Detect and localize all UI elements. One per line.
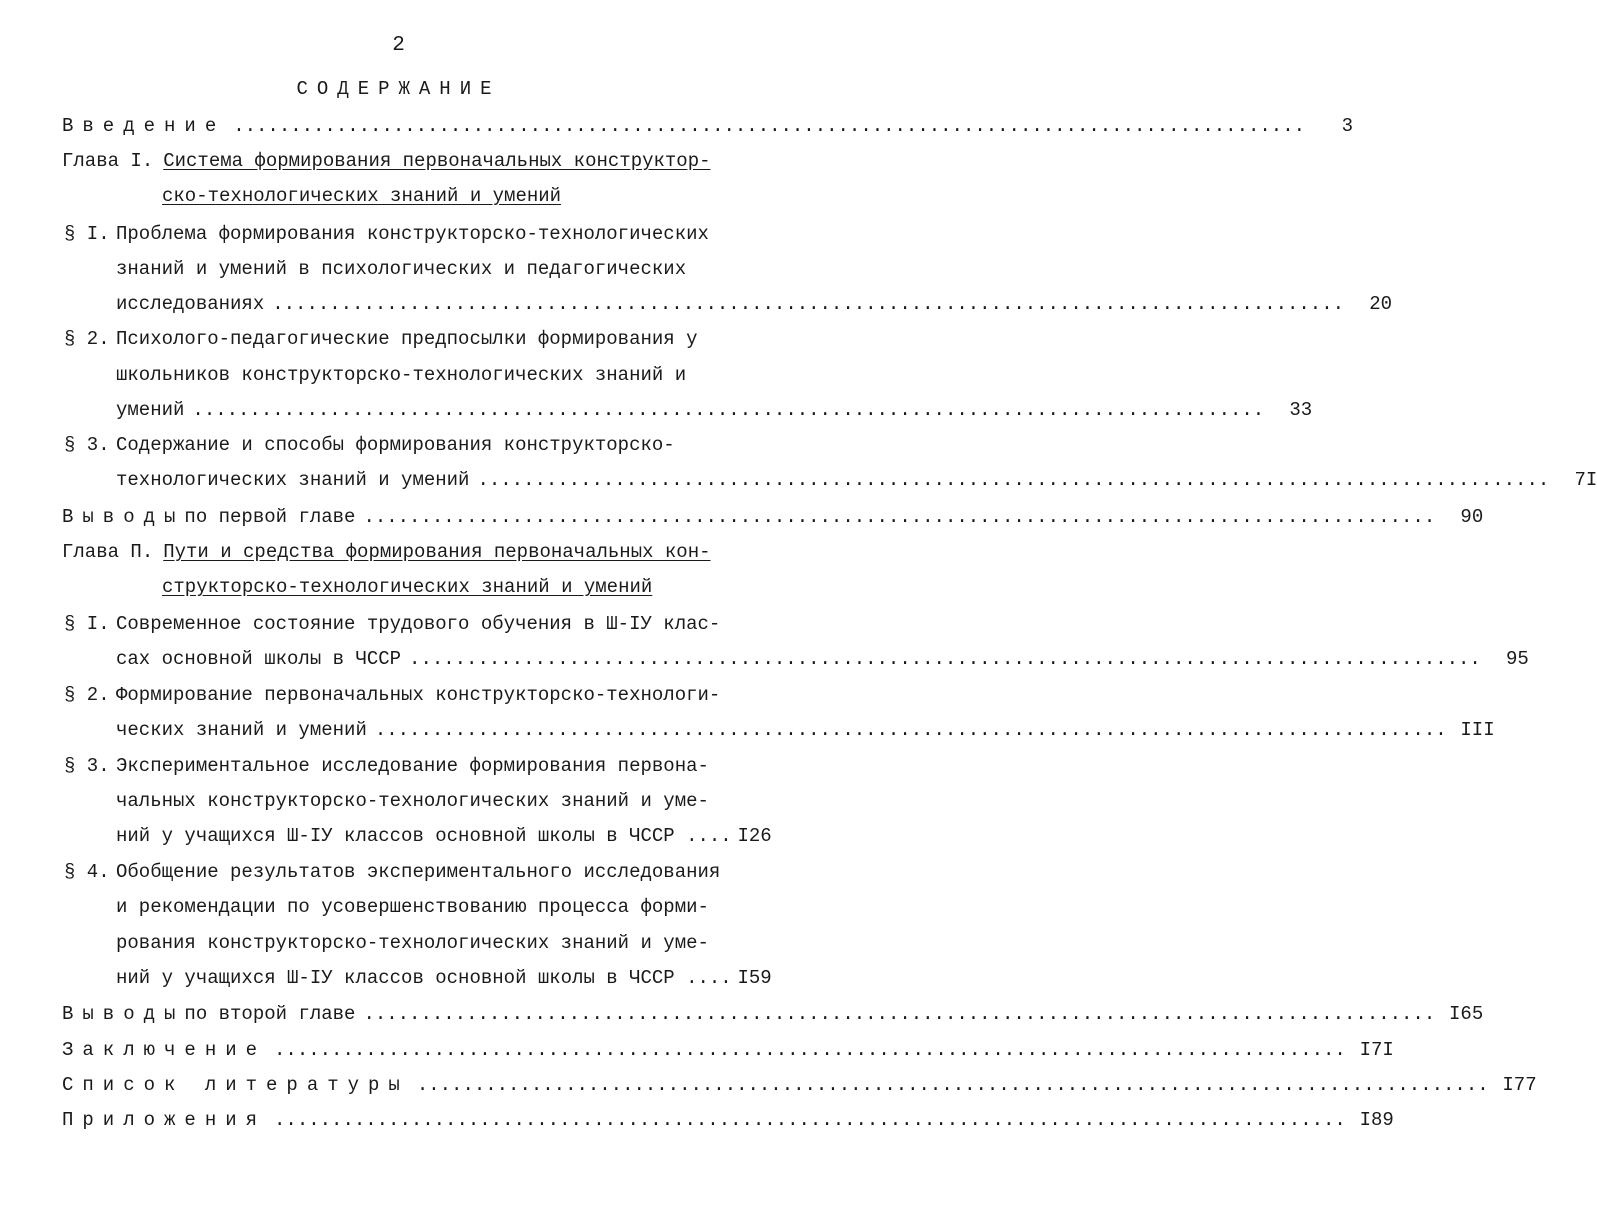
toc-page: I77 xyxy=(1502,1074,1537,1096)
toc-section-1-3-end xyxy=(116,466,1597,494)
toc-section-2-3-end xyxy=(116,822,772,850)
toc-entry-intro[interactable] xyxy=(62,112,1353,140)
toc-entry-closing[interactable] xyxy=(62,1036,1394,1064)
toc-page: 33 xyxy=(1289,399,1313,421)
toc-label: Список литературы xyxy=(62,1074,409,1096)
chapter-title: Пути и средства формирования первоначальных кон- xyxy=(163,541,711,563)
toc-entry-conclusion-1[interactable] xyxy=(62,503,1484,531)
section-title: Экспериментальное исследование формирования первона- xyxy=(116,755,709,777)
toc-entry-conclusion-2[interactable] xyxy=(62,1000,1484,1028)
section-mark: § 2. xyxy=(64,328,110,350)
toc-section-1-1[interactable] xyxy=(64,220,709,248)
dot-leader: .............................................................................................. xyxy=(274,1109,1346,1131)
toc-page: I7I xyxy=(1359,1039,1394,1061)
toc-section-2-4-cont xyxy=(116,893,709,921)
section-mark: § I. xyxy=(64,223,110,245)
chapter-2-heading[interactable] xyxy=(62,538,711,566)
toc-page: 20 xyxy=(1369,293,1393,315)
section-title-cont: исследованиях xyxy=(116,293,265,315)
toc-label-rest: по первой главе xyxy=(184,506,356,528)
page-title: СОДЕРЖАНИЕ xyxy=(296,78,501,100)
dot-leader: .............................................................................................. xyxy=(409,648,1481,670)
toc-label-rest: по второй главе xyxy=(184,1003,356,1025)
toc-section-1-1-cont xyxy=(116,255,686,283)
toc-page: III xyxy=(1460,719,1495,741)
toc-section-2-4[interactable] xyxy=(64,858,720,886)
dot-leader: .............................................................................................. xyxy=(477,469,1550,491)
section-title: Содержание и способы формирования конструкторско- xyxy=(116,434,675,456)
toc-section-2-3[interactable] xyxy=(64,752,709,780)
toc-section-2-2[interactable] xyxy=(64,681,720,709)
section-title-cont: сах основной школы в ЧССР xyxy=(116,648,402,670)
page-number: 2 xyxy=(392,34,405,57)
section-title: Современное состояние трудового обучения в Ш-IУ клас- xyxy=(116,613,721,635)
section-title-cont: знаний и умений в психологических и педагогических xyxy=(116,258,687,280)
toc-page: 95 xyxy=(1506,648,1529,670)
toc-page: I26 xyxy=(737,825,772,847)
toc-section-2-1[interactable] xyxy=(64,610,720,638)
toc-section-1-2-cont xyxy=(116,361,686,389)
dot-leader: .............................................................................................. xyxy=(272,293,1345,315)
section-mark: § 3. xyxy=(64,755,110,777)
section-title-cont: рования конструкторско-технологических знаний и уме- xyxy=(116,932,709,954)
toc-section-2-1-end xyxy=(116,645,1529,673)
section-title-cont: технологических знаний и умений xyxy=(116,469,470,491)
toc-label: Введение xyxy=(62,115,226,137)
toc-page: 3 xyxy=(1341,115,1353,137)
toc-label: Заключение xyxy=(62,1039,267,1061)
toc-label: Выводы xyxy=(62,1003,185,1025)
section-title-cont: и рекомендации по усовершенствованию процесса форми- xyxy=(116,896,709,918)
section-title-cont: ний у учащихся Ш-IУ классов основной школы в ЧССР .... xyxy=(116,967,732,989)
dot-leader: .............................................................................................. xyxy=(233,115,1305,137)
toc-label: Приложения xyxy=(62,1109,267,1131)
toc-section-1-3[interactable] xyxy=(64,431,675,459)
toc-section-1-1-end xyxy=(116,290,1393,318)
toc-section-2-3-cont xyxy=(116,787,709,815)
toc-section-1-2[interactable] xyxy=(64,325,698,353)
section-title-cont: ний у учащихся Ш-IУ классов основной школы в ЧССР .... xyxy=(116,825,732,847)
toc-entry-appendix[interactable] xyxy=(62,1106,1394,1134)
section-title-cont: чальных конструкторско-технологических знаний и уме- xyxy=(116,790,709,812)
toc-page: I89 xyxy=(1359,1109,1394,1131)
section-title-cont: ческих знаний и умений xyxy=(116,719,367,741)
toc-entry-references[interactable] xyxy=(62,1071,1537,1099)
dot-leader: .............................................................................................. xyxy=(363,1003,1436,1025)
chapter-prefix: Глава I. xyxy=(62,150,154,172)
toc-section-1-2-end xyxy=(116,396,1313,424)
toc-section-2-2-end xyxy=(116,716,1495,744)
section-title: Проблема формирования конструкторско-технологических xyxy=(116,223,709,245)
toc-section-2-4-cont2 xyxy=(116,929,709,957)
chapter-title-cont: ско-технологических знаний и умений xyxy=(162,185,562,207)
section-mark: § 3. xyxy=(64,434,110,456)
chapter-title-cont: структорско-технологических знаний и умений xyxy=(162,576,653,598)
section-title-cont: умений xyxy=(116,399,185,421)
toc-label: Выводы xyxy=(62,506,185,528)
toc-page: 7I xyxy=(1574,469,1597,491)
section-title: Психолого-педагогические предпосылки формирования у xyxy=(116,328,698,350)
toc-section-2-4-end xyxy=(116,964,772,992)
toc-page: I65 xyxy=(1449,1003,1484,1025)
chapter-2-heading-cont xyxy=(162,573,652,601)
chapter-title: Система формирования первоначальных конструктор- xyxy=(163,150,711,172)
section-mark: § 2. xyxy=(64,684,110,706)
section-mark: § I. xyxy=(64,613,110,635)
dot-leader: .............................................................................................. xyxy=(363,506,1436,528)
toc-page: 90 xyxy=(1460,506,1484,528)
dot-leader: .............................................................................................. xyxy=(192,399,1265,421)
section-title: Формирование первоначальных конструкторско-технологи- xyxy=(116,684,721,706)
chapter-prefix: Глава П. xyxy=(62,541,154,563)
dot-leader: .............................................................................................. xyxy=(416,1074,1489,1096)
chapter-1-heading-cont xyxy=(162,182,561,210)
toc-page: I59 xyxy=(737,967,772,989)
section-title: Обобщение результатов экспериментального исследования xyxy=(116,861,721,883)
dot-leader: .............................................................................................. xyxy=(374,719,1447,741)
chapter-1-heading[interactable] xyxy=(62,147,711,175)
dot-leader: .............................................................................................. xyxy=(274,1039,1346,1061)
section-mark: § 4. xyxy=(64,861,110,883)
section-title-cont: школьников конструкторско-технологических знаний и xyxy=(116,364,687,386)
